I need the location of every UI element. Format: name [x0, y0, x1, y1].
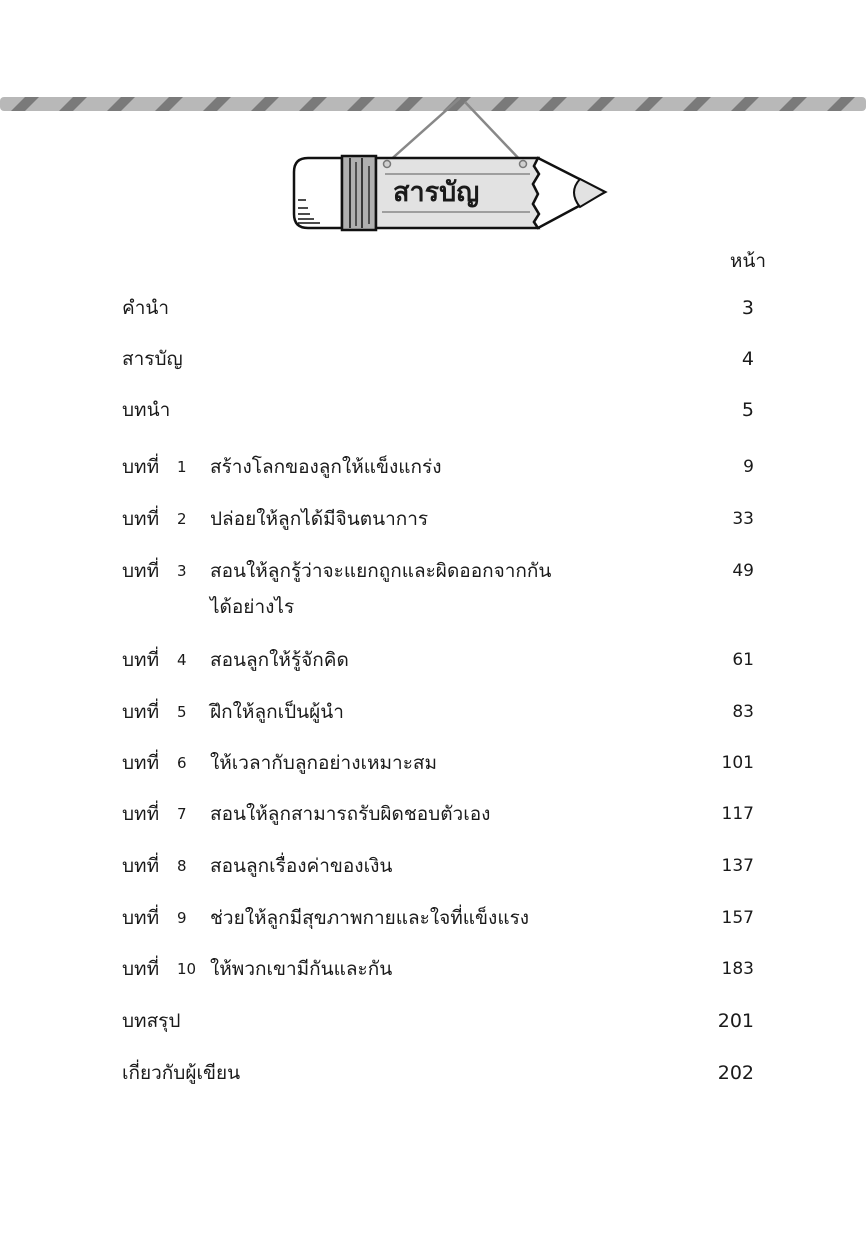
- chapter-number: 8: [177, 857, 187, 875]
- chapter-number: 1: [177, 458, 187, 476]
- chapter-number: 10: [177, 960, 197, 978]
- hanging-string-right: [465, 102, 523, 163]
- chapter-title: สอนให้ลูกรู้ว่าจะแยกถูกและผิดออกจากกัน: [210, 560, 552, 582]
- toc-entry-page: 101: [721, 753, 754, 773]
- chapter-number: 9: [177, 909, 187, 927]
- toc-entry-page: 183: [721, 959, 754, 979]
- chapter-prefix: บทที่: [122, 907, 160, 929]
- chapter-title: ฝึกให้ลูกเป็นผู้นำ: [210, 701, 344, 723]
- chapter-title: ให้พวกเขามีกันและกัน: [210, 958, 393, 980]
- toc-entry-page: 9: [743, 457, 754, 477]
- chapter-number: 5: [177, 703, 187, 721]
- toc-entry-page: 157: [721, 908, 754, 928]
- chapter-prefix: บทที่: [122, 752, 160, 774]
- toc-entry-page: 5: [741, 399, 754, 421]
- page-title: สารบัญ: [393, 177, 480, 208]
- chapter-number: 7: [177, 805, 187, 823]
- pencil-sign-illustration: [290, 96, 620, 236]
- chapter-title: สอนลูกให้รู้จักคิด: [210, 649, 349, 671]
- toc-entry-label: บทสรุป: [122, 1010, 181, 1032]
- chapter-number: 2: [177, 510, 187, 528]
- toc-entry-page: 201: [717, 1010, 754, 1032]
- chapter-number: 6: [177, 754, 187, 772]
- toc-entry-page: 117: [721, 804, 754, 824]
- chapter-prefix: บทที่: [122, 701, 160, 723]
- chapter-prefix: บทที่: [122, 855, 160, 877]
- toc-entry-page: 49: [732, 561, 754, 581]
- pencil-band: [342, 156, 376, 230]
- toc-entry-label: บทนำ: [122, 399, 171, 421]
- hanging-string-left: [387, 98, 460, 163]
- chapter-title: สอนลูกเรื่องค่าของเงิน: [210, 855, 393, 877]
- toc-entry-page: 137: [721, 856, 754, 876]
- chapter-prefix: บทที่: [122, 560, 160, 582]
- chapter-number: 4: [177, 651, 187, 669]
- toc-entry-label: เกี่ยวกับผู้เขียน: [122, 1062, 241, 1084]
- chapter-title-continuation: ได้อย่างไร: [210, 596, 295, 618]
- chapter-prefix: บทที่: [122, 958, 160, 980]
- toc-entry-label: สารบัญ: [122, 348, 183, 370]
- chapter-number: 3: [177, 562, 187, 580]
- toc-entry-page: 202: [717, 1062, 754, 1084]
- toc-entry-page: 4: [741, 348, 754, 370]
- chapter-prefix: บทที่: [122, 508, 160, 530]
- page-column-header: หน้า: [729, 250, 766, 272]
- chapter-title: ช่วยให้ลูกมีสุขภาพกายและใจที่แข็งแรง: [210, 907, 530, 929]
- chapter-title: ปล่อยให้ลูกได้มีจินตนาการ: [210, 508, 429, 530]
- toc-entry-page: 61: [732, 650, 754, 670]
- chapter-title: ให้เวลากับลูกอย่างเหมาะสม: [210, 752, 438, 774]
- toc-entry-page: 83: [732, 702, 754, 722]
- chapter-prefix: บทที่: [122, 456, 160, 478]
- eraser-icon: [294, 158, 342, 228]
- chapter-title: สร้างโลกของลูกให้แข็งแกร่ง: [210, 456, 442, 478]
- chapter-prefix: บทที่: [122, 803, 160, 825]
- chapter-title: สอนให้ลูกสามารถรับผิดชอบตัวเอง: [210, 803, 491, 825]
- toc-entry-label: คำนำ: [122, 297, 170, 319]
- toc-entry-page: 3: [741, 297, 754, 319]
- toc-entry-page: 33: [732, 509, 754, 529]
- chapter-prefix: บทที่: [122, 649, 160, 671]
